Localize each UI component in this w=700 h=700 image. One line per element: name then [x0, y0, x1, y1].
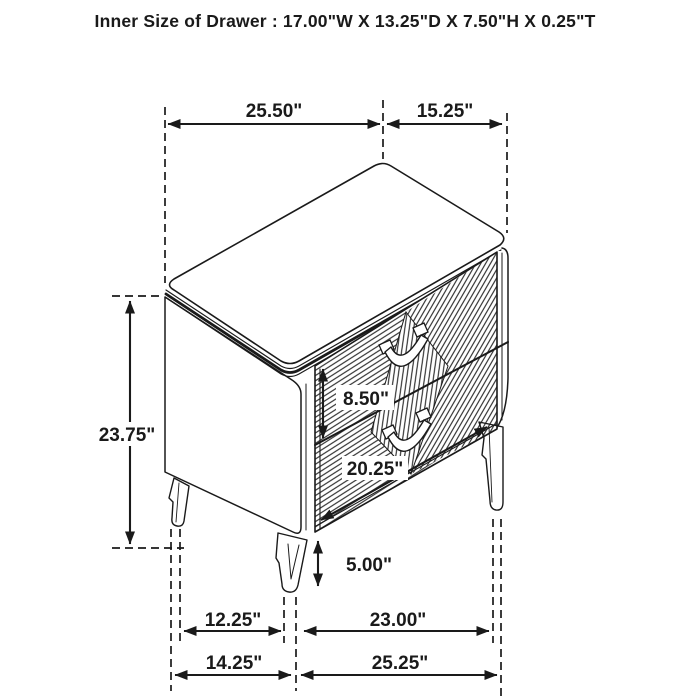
- leg-inner-side-label: 12.25": [204, 610, 262, 631]
- front-left-leg-inner-line: [288, 544, 299, 579]
- height-label: 23.75": [98, 425, 156, 446]
- leg-height-dimension: [318, 541, 392, 586]
- nightstand-drawing: [165, 164, 508, 593]
- top-width-label: 25.50": [245, 101, 303, 122]
- drawer-height-label: 8.50": [343, 389, 389, 410]
- leg-outer-side-label: 14.25": [205, 653, 263, 674]
- figure-title: Inner Size of Drawer : 17.00"W X 13.25"D X 7.50"H X 0.25"T: [94, 11, 596, 31]
- top-width-dimension: [168, 101, 380, 124]
- front-left-leg: [276, 533, 307, 592]
- drawer-width-label: 20.25": [346, 459, 404, 480]
- leg-inner-front-label: 23.00": [369, 610, 427, 631]
- top-depth-label: 15.25": [416, 101, 474, 122]
- leg-outer-front-dimension: [301, 653, 497, 675]
- leg-inner-side-dimension: [184, 610, 281, 631]
- leg-outer-side-dimension: [175, 653, 291, 675]
- back-left-leg-inner-line: [176, 483, 179, 522]
- leg-inner-front-dimension: [304, 610, 489, 631]
- left-side-face: [165, 297, 306, 533]
- leg-height-label: 5.00": [346, 555, 392, 576]
- top-depth-dimension: [387, 101, 502, 124]
- left-face-outline: [165, 297, 301, 533]
- height-dimension: [96, 301, 158, 544]
- leg-outer-front-label: 25.25": [371, 653, 429, 674]
